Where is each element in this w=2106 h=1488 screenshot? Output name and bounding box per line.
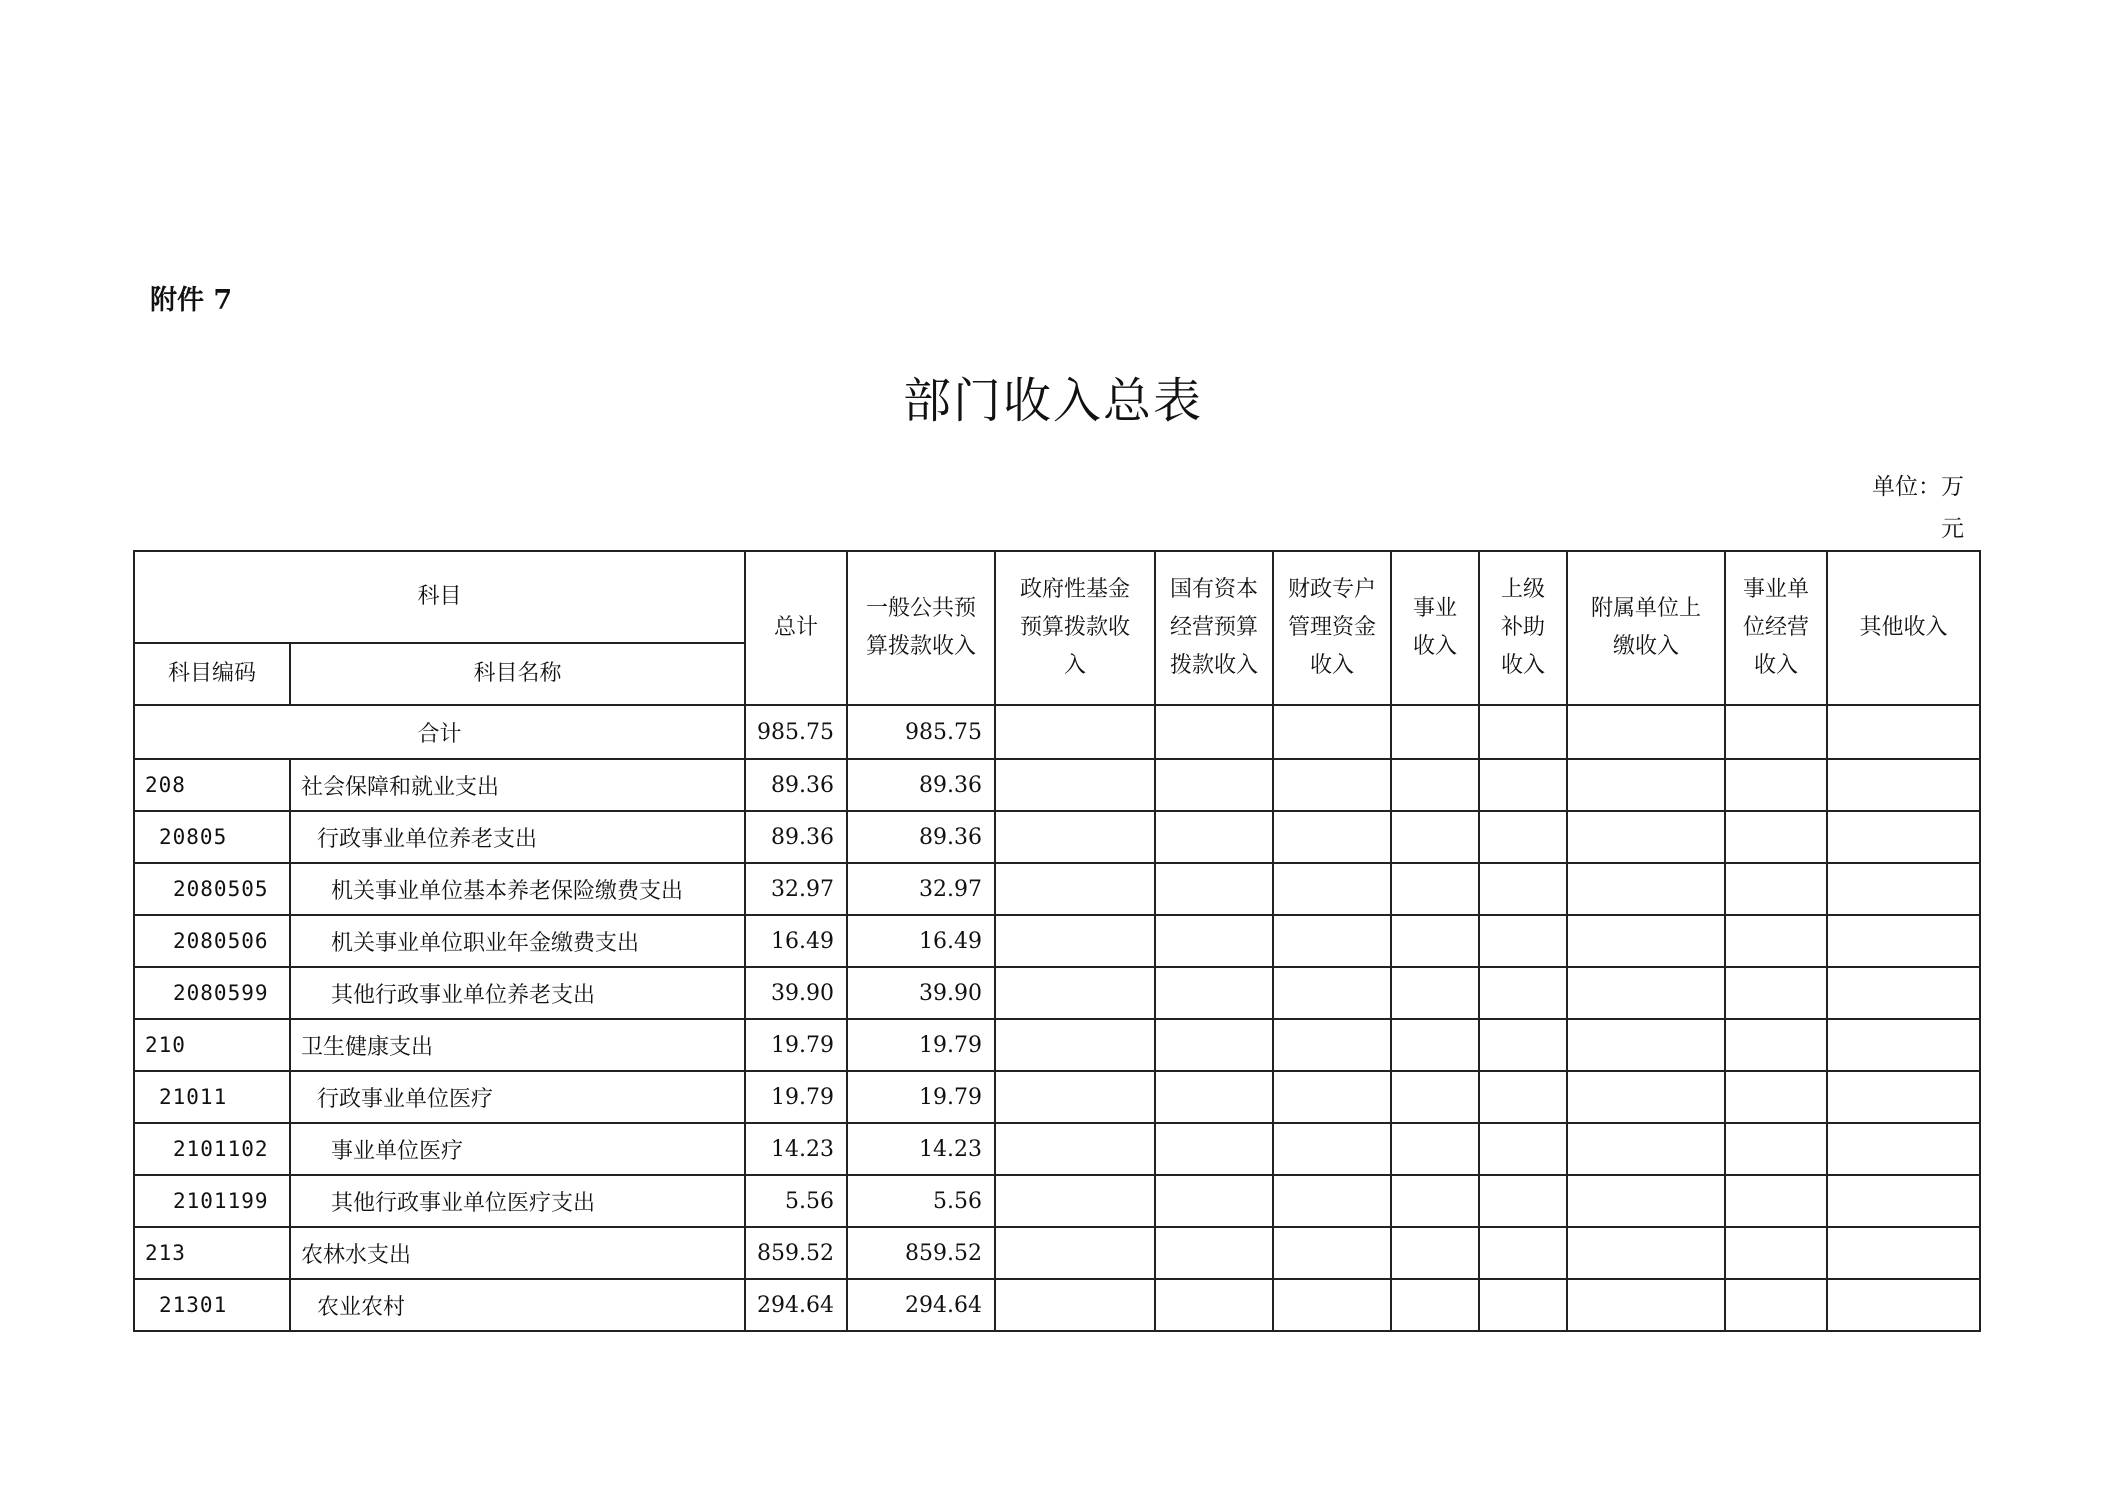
table-row (134, 967, 1980, 1019)
subject-name-cell: 农林水支出 (290, 1227, 745, 1279)
empty-cell (1567, 967, 1725, 1019)
empty-cell (995, 1071, 1155, 1123)
empty-cell (1827, 811, 1980, 863)
empty-cell (1391, 759, 1479, 811)
empty-cell (1479, 1071, 1567, 1123)
unit-line-1: 单位：万 (1872, 474, 1964, 500)
empty-cell (1155, 705, 1273, 759)
empty-cell (1391, 967, 1479, 1019)
empty-cell (1391, 1279, 1479, 1331)
empty-cell (1827, 915, 1980, 967)
empty-cell (1479, 1279, 1567, 1331)
income-summary-table (133, 550, 1981, 1332)
subject-name-cell: 其他行政事业单位养老支出 (290, 967, 745, 1019)
empty-cell (995, 1279, 1155, 1331)
empty-cell (1479, 811, 1567, 863)
header-affiliated-income-text: 附属单位上缴收入 (1591, 596, 1702, 659)
empty-cell (1273, 1227, 1391, 1279)
empty-cell (1391, 915, 1479, 967)
header-superior-subsidy-text: 上级补助收入 (1501, 577, 1546, 678)
empty-cell (1155, 1227, 1273, 1279)
empty-cell (1479, 1227, 1567, 1279)
empty-cell (995, 811, 1155, 863)
table-body (134, 705, 1980, 1331)
general-budget-cell: 5.56 (847, 1175, 995, 1227)
empty-cell (1155, 915, 1273, 967)
empty-cell (1725, 1175, 1827, 1227)
total-cell: 39.90 (745, 967, 847, 1019)
header-general-budget (847, 551, 995, 705)
empty-cell (1827, 1019, 1980, 1071)
empty-cell (1827, 705, 1980, 759)
empty-cell (1725, 863, 1827, 915)
subject-code-cell: 2080506 (134, 915, 290, 967)
header-operating-income-text: 事业单位经营收入 (1743, 577, 1810, 678)
general-budget-cell: 89.36 (847, 811, 995, 863)
empty-cell (995, 1123, 1155, 1175)
header-fiscal-account (1273, 551, 1391, 705)
empty-cell (995, 863, 1155, 915)
empty-cell (995, 759, 1155, 811)
header-fiscal-account-text: 财政专户管理资金收入 (1288, 577, 1377, 678)
empty-cell (1725, 1227, 1827, 1279)
empty-cell (1567, 915, 1725, 967)
header-other-income: 其他收入 (1827, 551, 1980, 705)
empty-cell (1725, 705, 1827, 759)
total-cell: 294.64 (745, 1279, 847, 1331)
empty-cell (1725, 1279, 1827, 1331)
empty-cell (1567, 1019, 1725, 1071)
empty-cell (1273, 705, 1391, 759)
unit-line-2: 元 (1941, 516, 1964, 542)
empty-cell (995, 705, 1155, 759)
total-cell: 89.36 (745, 759, 847, 811)
total-cell: 859.52 (745, 1227, 847, 1279)
header-state-capital (1155, 551, 1273, 705)
empty-cell (1391, 1071, 1479, 1123)
empty-cell (1479, 705, 1567, 759)
empty-cell (1827, 863, 1980, 915)
empty-cell (1725, 1019, 1827, 1071)
empty-cell (1827, 1279, 1980, 1331)
subject-name-cell: 行政事业单位养老支出 (290, 811, 745, 863)
header-state-capital-text: 国有资本经营预算拨款收入 (1170, 577, 1259, 678)
subject-name-cell: 行政事业单位医疗 (290, 1071, 745, 1123)
general-budget-cell: 14.23 (847, 1123, 995, 1175)
table-row (134, 1175, 1980, 1227)
subject-code-cell: 213 (134, 1227, 290, 1279)
empty-cell (1567, 1279, 1725, 1331)
subject-name-cell: 农业农村 (290, 1279, 745, 1331)
empty-cell (1567, 863, 1725, 915)
empty-cell (1273, 759, 1391, 811)
empty-cell (1827, 1227, 1980, 1279)
empty-cell (1567, 759, 1725, 811)
general-budget-cell: 859.52 (847, 1227, 995, 1279)
general-budget-cell: 32.97 (847, 863, 995, 915)
table-row (134, 811, 1980, 863)
subject-name-cell: 社会保障和就业支出 (290, 759, 745, 811)
empty-cell (1567, 1227, 1725, 1279)
subject-code-cell: 2101102 (134, 1123, 290, 1175)
empty-cell (1725, 1071, 1827, 1123)
total-cell: 985.75 (745, 705, 847, 759)
header-gov-fund-text: 政府性基金预算拨款收入 (1020, 577, 1131, 678)
empty-cell (1155, 967, 1273, 1019)
empty-cell (1725, 811, 1827, 863)
header-superior-subsidy (1479, 551, 1567, 705)
empty-cell (995, 1227, 1155, 1279)
page-title: 部门收入总表 (902, 373, 1203, 429)
empty-cell (1155, 1175, 1273, 1227)
subject-code-cell: 2080505 (134, 863, 290, 915)
empty-cell (1479, 1175, 1567, 1227)
total-cell: 89.36 (745, 811, 847, 863)
general-budget-cell: 19.79 (847, 1071, 995, 1123)
header-subject-code: 科目编码 (134, 643, 290, 705)
empty-cell (1827, 1071, 1980, 1123)
header-business-income-text: 事业收入 (1413, 596, 1458, 659)
header-business-income (1391, 551, 1479, 705)
header-affiliated-income (1567, 551, 1725, 705)
empty-cell (1273, 1019, 1391, 1071)
empty-cell (1391, 1123, 1479, 1175)
table-row (134, 1279, 1980, 1331)
subject-name-cell: 卫生健康支出 (290, 1019, 745, 1071)
general-budget-cell: 16.49 (847, 915, 995, 967)
subject-name-cell: 其他行政事业单位医疗支出 (290, 1175, 745, 1227)
empty-cell (1273, 1071, 1391, 1123)
general-budget-cell: 294.64 (847, 1279, 995, 1331)
header-general-budget-text: 一般公共预算拨款收入 (866, 596, 977, 659)
empty-cell (1155, 1123, 1273, 1175)
empty-cell (1827, 1123, 1980, 1175)
general-budget-cell: 19.79 (847, 1019, 995, 1071)
header-total: 总计 (745, 551, 847, 705)
empty-cell (1273, 1175, 1391, 1227)
total-cell: 19.79 (745, 1019, 847, 1071)
table-row (134, 1227, 1980, 1279)
empty-cell (1479, 1019, 1567, 1071)
empty-cell (1391, 1019, 1479, 1071)
empty-cell (1391, 1175, 1479, 1227)
empty-cell (1479, 1123, 1567, 1175)
total-cell: 19.79 (745, 1071, 847, 1123)
general-budget-cell: 985.75 (847, 705, 995, 759)
header-operating-income (1725, 551, 1827, 705)
empty-cell (1155, 759, 1273, 811)
total-cell: 32.97 (745, 863, 847, 915)
empty-cell (1273, 967, 1391, 1019)
empty-cell (1479, 863, 1567, 915)
header-subject-name: 科目名称 (290, 643, 745, 705)
empty-cell (1479, 759, 1567, 811)
empty-cell (1567, 811, 1725, 863)
subject-code-cell: 21301 (134, 1279, 290, 1331)
empty-cell (995, 967, 1155, 1019)
table-row (134, 1071, 1980, 1123)
total-row (134, 705, 1980, 759)
general-budget-cell: 39.90 (847, 967, 995, 1019)
subject-code-cell: 210 (134, 1019, 290, 1071)
empty-cell (1827, 1175, 1980, 1227)
empty-cell (1567, 1123, 1725, 1175)
subject-code-cell: 2101199 (134, 1175, 290, 1227)
total-cell: 5.56 (745, 1175, 847, 1227)
empty-cell (1391, 1227, 1479, 1279)
empty-cell (1155, 863, 1273, 915)
empty-cell (995, 1019, 1155, 1071)
empty-cell (1155, 1019, 1273, 1071)
table-row (134, 915, 1980, 967)
empty-cell (1567, 1175, 1725, 1227)
empty-cell (1391, 863, 1479, 915)
table-row (134, 1123, 1980, 1175)
empty-cell (1567, 705, 1725, 759)
empty-cell (1725, 915, 1827, 967)
empty-cell (1391, 705, 1479, 759)
empty-cell (1391, 811, 1479, 863)
attachment-label: 附件 7 (150, 285, 233, 316)
empty-cell (1725, 759, 1827, 811)
subject-name-cell: 事业单位医疗 (290, 1123, 745, 1175)
empty-cell (1827, 759, 1980, 811)
empty-cell (1155, 1071, 1273, 1123)
empty-cell (1479, 915, 1567, 967)
total-label: 合计 (134, 705, 745, 759)
empty-cell (995, 1175, 1155, 1227)
table-row (134, 1019, 1980, 1071)
empty-cell (1273, 863, 1391, 915)
subject-name-cell: 机关事业单位基本养老保险缴费支出 (290, 863, 745, 915)
header-gov-fund (995, 551, 1155, 705)
table-row (134, 863, 1980, 915)
subject-code-cell: 21011 (134, 1071, 290, 1123)
empty-cell (1273, 811, 1391, 863)
empty-cell (1827, 967, 1980, 1019)
subject-code-cell: 208 (134, 759, 290, 811)
empty-cell (1155, 1279, 1273, 1331)
header-subject: 科目 (134, 551, 745, 643)
empty-cell (1725, 1123, 1827, 1175)
empty-cell (995, 915, 1155, 967)
empty-cell (1725, 967, 1827, 1019)
total-cell: 16.49 (745, 915, 847, 967)
empty-cell (1273, 915, 1391, 967)
empty-cell (1155, 811, 1273, 863)
total-cell: 14.23 (745, 1123, 847, 1175)
empty-cell (1479, 967, 1567, 1019)
empty-cell (1567, 1071, 1725, 1123)
subject-code-cell: 20805 (134, 811, 290, 863)
subject-name-cell: 机关事业单位职业年金缴费支出 (290, 915, 745, 967)
general-budget-cell: 89.36 (847, 759, 995, 811)
unit-label (1844, 466, 1964, 550)
empty-cell (1273, 1279, 1391, 1331)
empty-cell (1273, 1123, 1391, 1175)
subject-code-cell: 2080599 (134, 967, 290, 1019)
table-row (134, 759, 1980, 811)
